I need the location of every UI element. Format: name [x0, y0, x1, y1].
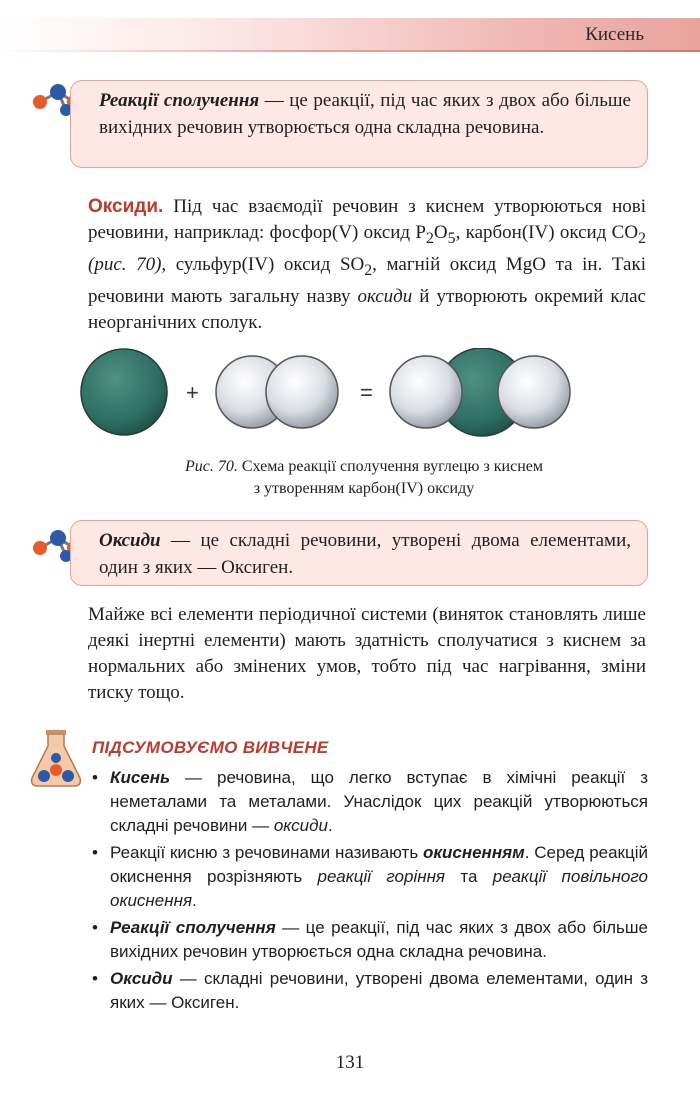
text-run: O	[433, 222, 448, 243]
text-run: , карбон(IV) оксид CO	[455, 222, 639, 243]
list-item	[90, 967, 648, 1015]
list-text: та	[445, 867, 493, 886]
summary-list	[90, 766, 648, 1018]
definition-term: Реакції сполучення	[99, 90, 260, 111]
oxygen-molecule	[216, 356, 338, 428]
list-emphasis: оксиди	[273, 816, 328, 835]
flask-icon	[28, 728, 84, 788]
carbon-atom	[81, 349, 167, 435]
list-term: Оксиди	[110, 969, 173, 988]
text-run: , сульфур(IV) оксид SO	[161, 253, 365, 275]
list-emphasis: реакції горіння	[317, 867, 446, 886]
paragraph-heading: Оксиди.	[88, 196, 164, 217]
list-text: — речовина, що легко вступає в хімічні реакції з неметалами та металами. Унаслідок цих реакцій утворюються складні речовини —	[110, 768, 648, 835]
list-text: . Серед реакцій окиснення розрізняють	[110, 843, 649, 886]
list-text: .	[192, 891, 197, 910]
list-item	[90, 841, 648, 913]
subscript: 2	[425, 229, 434, 247]
definition-term: Оксиди	[99, 530, 161, 551]
definition-text: — це складні речовини, утворені двома елементами, один з яких — Оксиген.	[99, 530, 631, 578]
plus-sign: +	[186, 380, 199, 405]
term-oxides: оксиди	[357, 285, 413, 307]
paragraph-elements: Майже всі елементи періодичної системи (виняток становлять лише деякі інертні елементи) мають здатність сполучатися з киснем за нормальних або змінених умов, тобто під час нагрівання, зміни тиску тощо.	[88, 604, 646, 703]
text-run: Під час взаємодії речовин з киснем утворюються нові речовини, наприклад: фосфор(V) оксид P	[88, 196, 646, 243]
list-text: Реакції кисню з речовинами називають	[110, 843, 423, 862]
subscript: 2	[638, 229, 646, 247]
list-item	[90, 766, 648, 838]
summary-title: ПІДСУМОВУЄМО ВИВЧЕНЕ	[92, 738, 329, 757]
list-term: Реакції сполучення	[110, 918, 276, 937]
list-text: — складні речовини, утворені двома елементами, один з яких — Оксиген.	[110, 969, 648, 1012]
caption-line-1: Схема реакції сполучення вуглецю з киснем	[237, 458, 543, 475]
figure-caption	[88, 456, 640, 500]
text-run: й утворюють окремий клас неорганічних сполук.	[88, 285, 646, 333]
subscript: 2	[364, 261, 373, 279]
list-text: — це реакції, під час яких з двох або більше вихідних речовин утворюється одна складна речовина.	[110, 918, 648, 961]
text-run: , магній оксид MgO та ін. Такі речовини мають загальну назву	[88, 253, 646, 307]
carbon-dioxide-molecule	[390, 348, 570, 436]
list-emphasis: реакції повільного окиснення	[110, 867, 648, 910]
caption-label: Рис. 70.	[185, 458, 238, 475]
caption-line-2: з утворенням карбон(IV) оксиду	[253, 480, 475, 497]
list-item	[90, 916, 648, 964]
figure-reference: (рис. 70)	[88, 253, 162, 275]
definition-box-oxides	[70, 520, 648, 586]
reaction-diagram	[78, 348, 648, 438]
equals-sign: =	[360, 380, 373, 405]
page-number: 131	[335, 1052, 365, 1073]
definition-text: — це реакції, під час яких з двох або більше вихідних речовин утворюється одна складна речовина.	[99, 90, 631, 138]
header-rule	[0, 50, 700, 52]
definition-box-combination	[70, 80, 648, 168]
list-term: Кисень	[110, 768, 171, 787]
list-term: окисненням	[423, 843, 525, 862]
list-text: .	[327, 816, 333, 835]
subscript: 5	[447, 229, 456, 247]
paragraph-oxides	[88, 194, 646, 336]
running-header-title: Кисень	[585, 24, 644, 45]
